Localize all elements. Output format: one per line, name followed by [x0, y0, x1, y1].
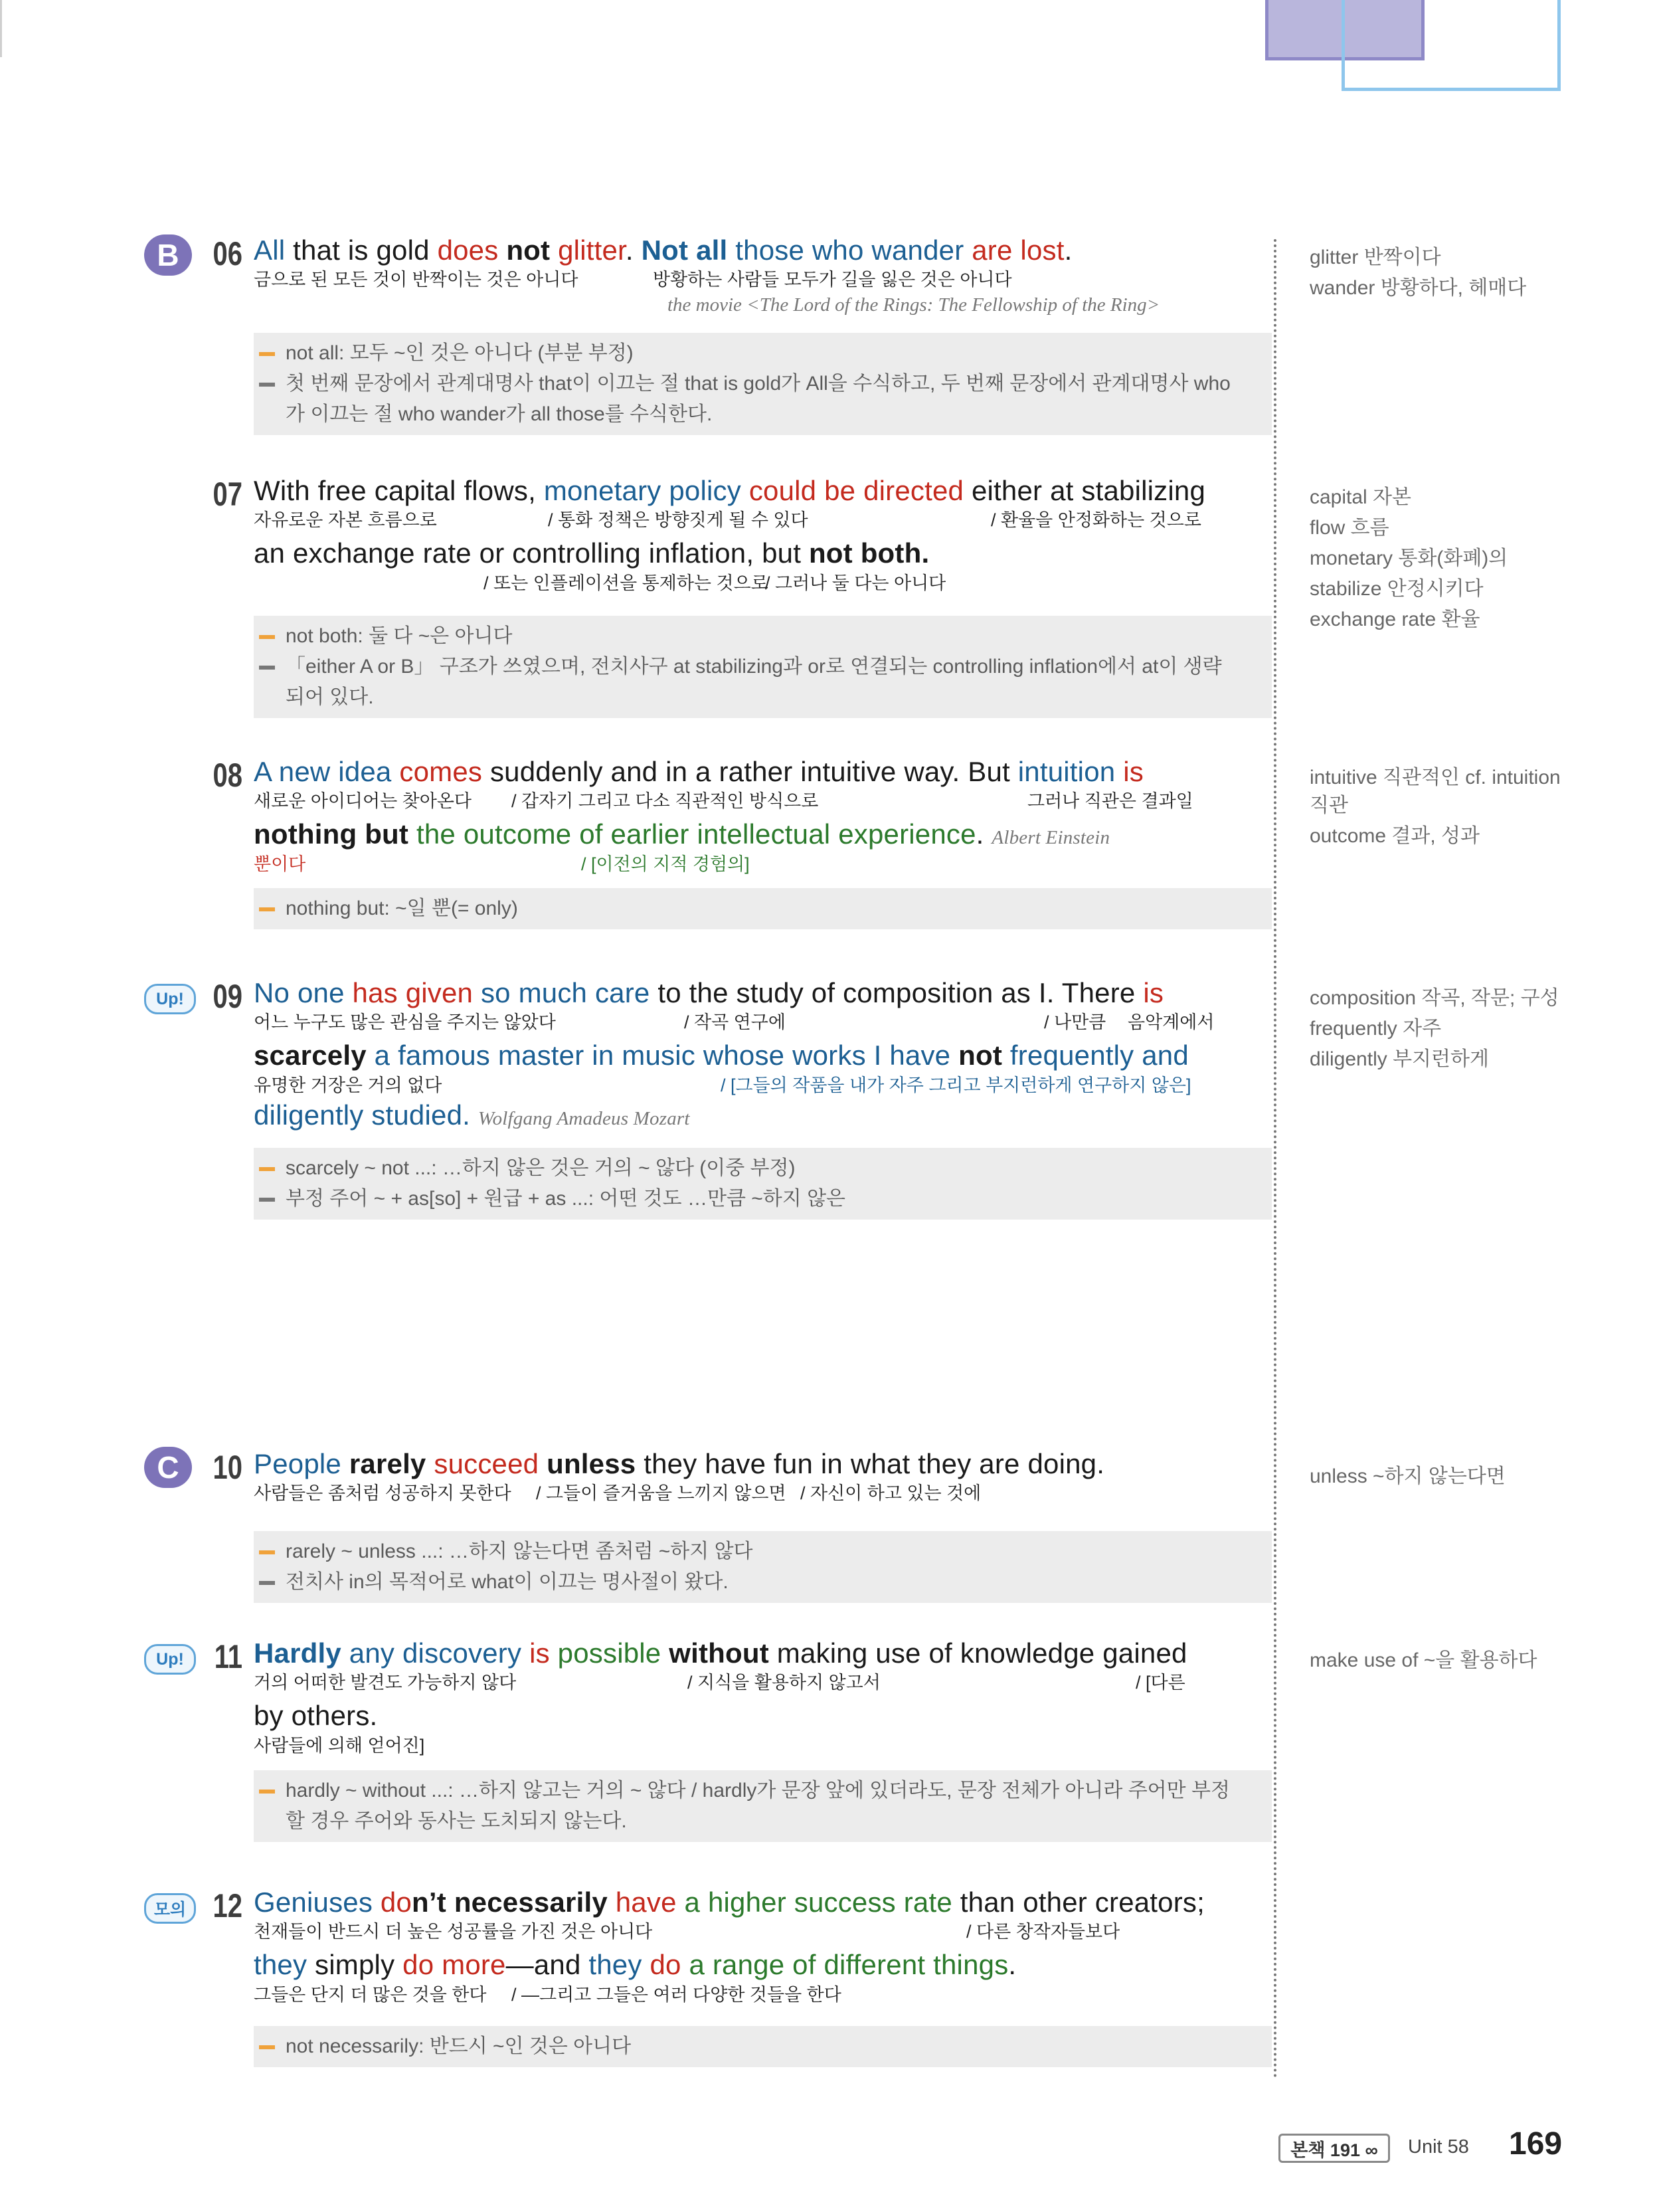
margin-line [0, 0, 2, 57]
korean-gloss: / [그들의 작품을 내가 자주 그리고 부지런하게 연구하지 않은] [721, 1075, 1191, 1095]
item-number: 07 [213, 476, 242, 513]
english-sentence: Geniuses don’t necessarily have a higher success rate than other creators; [254, 1887, 1205, 1918]
korean-gloss: 자유로운 자본 흐름으로 [254, 510, 437, 530]
grammar-note: not both: 둘 다 ~은 아니다 「either A or B」 구조가 쓰였으며, 전치사구 at stabilizing과 or로 연결되는 controlling inflation에서 at이 생략 되어 있다. [254, 616, 1272, 718]
korean-gloss: 금으로 된 모든 것이 반짝이는 것은 아니다 [254, 270, 578, 290]
english-sentence: With free capital flows, monetary policy could be directed either at stabilizing [254, 475, 1206, 506]
korean-gloss: / 작곡 연구에 [684, 1012, 786, 1032]
korean-gloss: / —그리고 그들은 여러 다양한 것들을 한다 [511, 1985, 841, 2005]
korean-gloss: / 자신이 하고 있는 것에 [800, 1483, 982, 1503]
english-sentence: scarcely a famous master in music whose works I have not frequently and [254, 1040, 1189, 1071]
vocab-list: glitter 반짝이다 wander 방황하다, 헤매다 [1310, 246, 1527, 299]
grammar-note: rarely ~ unless ...: …하지 않는다면 좀처럼 ~하지 않다 전치사 in의 목적어로 what이 이끄는 명사절이 왔다. [254, 1531, 1272, 1603]
section-badge: B [144, 234, 192, 276]
korean-gloss: / [이전의 지적 경험의] [581, 854, 750, 874]
vocab-list: unless ~하지 않는다면 [1310, 1465, 1506, 1487]
vocab-list: make use of ~을 활용하다 [1310, 1649, 1537, 1671]
grammar-note: not necessarily: 반드시 ~인 것은 아니다 [254, 2026, 1272, 2067]
korean-gloss: 그러나 직관은 결과일 [1027, 791, 1193, 811]
item-number: 08 [213, 757, 242, 794]
english-sentence: an exchange rate or controlling inflation, but not both. [254, 537, 930, 569]
korean-gloss: 새로운 아이디어는 찾아온다 [254, 791, 472, 811]
korean-gloss: 방황하는 사람들 모두가 길을 잃은 것은 아니다 [653, 270, 1012, 290]
item-number: 12 [213, 1887, 242, 1924]
korean-gloss: 그들은 단지 더 많은 것을 한다 [254, 1985, 487, 2005]
english-sentence: by others. [254, 1700, 378, 1731]
korean-gloss: / 나만큼 [1044, 1012, 1106, 1032]
item-number: 11 [214, 1638, 242, 1675]
korean-gloss: / 또는 인플레이션을 통제하는 것으로 [483, 573, 768, 593]
column-divider [1274, 239, 1276, 2079]
korean-gloss: / 다른 창작자들보다 [966, 1922, 1120, 1942]
korean-gloss: 사람들에 의해 얻어진] [254, 1736, 425, 1756]
korean-gloss: / 통화 정책은 방향짓게 될 수 있다 [548, 510, 808, 530]
english-sentence: diligently studied. Wolfgang Amadeus Mozart [254, 1099, 690, 1131]
english-sentence: People rarely succeed unless they have fun in what they are doing. [254, 1448, 1105, 1479]
textbook-reference: 본책 191 ∞ [1278, 2134, 1390, 2163]
korean-gloss: 거의 어떠한 발견도 가능하지 않다 [254, 1673, 517, 1693]
unit-label: Unit 58 [1408, 2136, 1469, 2158]
english-sentence: All that is gold does not glitter. Not all those who wander are lost. [254, 234, 1073, 266]
korean-gloss: / 그러나 둘 다는 아니다 [765, 573, 946, 593]
vocab-list: intuitive 직관적인 cf. intuition 직관 outcome 결과, 성과 [1310, 767, 1561, 847]
korean-gloss: 유명한 거장은 거의 없다 [254, 1075, 442, 1095]
english-sentence: No one has given so much care to the study of composition as I. There is [254, 977, 1164, 1008]
korean-gloss: / 환율을 안정화하는 것으로 [991, 510, 1201, 530]
korean-gloss: / 그들이 즐거움을 느끼지 않으면 [536, 1483, 786, 1503]
up-badge: Up! [144, 984, 196, 1014]
english-sentence: Hardly any discovery is possible without making use of knowledge gained [254, 1637, 1187, 1669]
item-number: 10 [213, 1449, 242, 1486]
korean-gloss: 어느 누구도 많은 관심을 주지는 않았다 [254, 1012, 556, 1032]
korean-gloss: 뿐이다 [254, 854, 306, 874]
english-sentence: they simply do more—and they do a range of different things. [254, 1949, 1017, 1980]
vocab-list: capital 자본 flow 흐름 monetary 통화(화폐)의 stabilize 안정시키다 exchange rate 환율 [1310, 486, 1508, 630]
quote-source: the movie <The Lord of the Rings: The Fellowship of the Ring> [667, 294, 1160, 316]
english-sentence: nothing but the outcome of earlier intellectual experience. Albert Einstein [254, 818, 1110, 850]
section-badge: C [144, 1447, 192, 1488]
item-number: 09 [213, 978, 242, 1015]
grammar-note: not all: 모두 ~인 것은 아니다 (부분 부정) 첫 번째 문장에서 관계대명사 that이 이끄는 절 that is gold가 All을 수식하고, 두 번째 문장에서 관계대명사 who 가 이끄는 절 who wander가 all those를 수식한다. [254, 333, 1272, 435]
korean-gloss: 사람들은 좀처럼 성공하지 못한다 [254, 1483, 511, 1503]
grammar-note: hardly ~ without ...: …하지 않고는 거의 ~ 않다 / hardly가 문장 앞에 있더라도, 문장 전체가 아니라 주어만 부정 할 경우 주어와 동사는 도치되지 않는다. [254, 1770, 1272, 1842]
korean-gloss: / 지식을 활용하지 않고서 [687, 1673, 881, 1693]
grammar-note: scarcely ~ not ...: …하지 않은 것은 거의 ~ 않다 (이중 부정) 부정 주어 ~ + as[so] + 원급 + as ...: 어떤 것도 …만큼 ~하지 않은 [254, 1148, 1272, 1220]
mock-exam-badge: 모의 [144, 1893, 196, 1924]
page-number: 169 [1509, 2126, 1563, 2162]
corner-decoration-outline [1342, 0, 1561, 91]
vocab-list: composition 작곡, 작문; 구성 frequently 자주 diligently 부지런하게 [1310, 987, 1559, 1070]
korean-gloss: 음악계에서 [1128, 1012, 1215, 1032]
item-number: 06 [213, 235, 242, 272]
korean-gloss: / 갑자기 그리고 다소 직관적인 방식으로 [511, 791, 819, 811]
english-sentence: A new idea comes suddenly and in a rather intuitive way. But intuition is [254, 756, 1144, 787]
korean-gloss: 천재들이 반드시 더 높은 성공률을 가진 것은 아니다 [254, 1922, 653, 1942]
up-badge: Up! [144, 1644, 196, 1675]
grammar-note: nothing but: ~일 뿐(= only) [254, 888, 1272, 929]
korean-gloss: / [다른 [1136, 1673, 1185, 1693]
